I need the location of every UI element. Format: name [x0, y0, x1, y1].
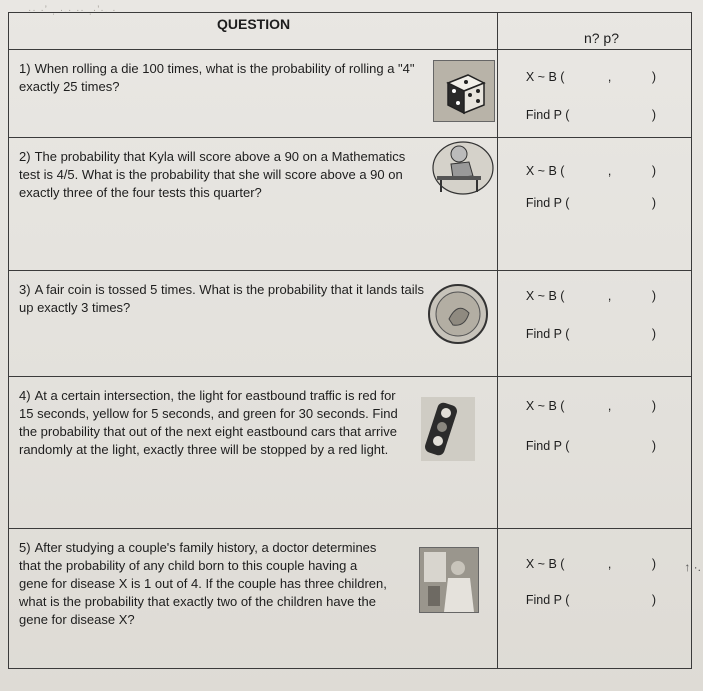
student-icon — [429, 140, 495, 196]
question-3-cell — [9, 271, 498, 377]
binomial-1: X ~ B ( , ) — [525, 70, 657, 84]
find-p-5: Find P ( ) — [525, 593, 657, 607]
worksheet-table — [8, 12, 692, 669]
question-5-cell — [9, 529, 498, 669]
question-1-cell — [9, 50, 498, 138]
question-2-cell — [9, 138, 498, 271]
np-header: n? p? — [497, 13, 691, 50]
doctor-photo-icon — [419, 547, 479, 613]
coin-icon — [427, 283, 489, 345]
question-5-text: 5) After studying a couple's family history, a doctor determines that the probability of any child born to this couple having a gene for disease X is 1 out of 4. If the couple has three children, what is the probability that exactly two of the children have the gene for disease X? — [19, 540, 387, 627]
answer-2-cell — [497, 138, 691, 271]
question-2-text: 2) The probability that Kyla will score above a 90 on a Mathematics test is 4/5. What is the probability that she will score above a 90 on exactly three of the four tests this quarter? — [19, 149, 406, 200]
find-p-3: Find P ( ) — [525, 327, 657, 341]
question-1-text: 1) When rolling a die 100 times, what is the probability of rolling a "4" exactly 25 times? — [19, 61, 415, 94]
binomial-2: X ~ B ( , ) — [525, 164, 657, 178]
find-p-1: Find P ( ) — [525, 108, 657, 122]
find-p-4: Find P ( ) — [525, 439, 657, 453]
margin-mark: ↑ ·. — [684, 560, 701, 574]
question-header: QUESTION — [9, 13, 498, 50]
question-4-text: 4) At a certain intersection, the light for eastbound traffic is red for 15 seconds, yellow for 5 seconds, and green for 30 seconds. Find the probability that out of the next eight eastbound cars that arrive randomly at the light, exactly three will be stopped by a red light. — [19, 388, 398, 457]
faded-scribble: ·· ·ʼ ˌ ·.· ·· ˌ·ʼ·. · — [28, 5, 117, 16]
question-3-text: 3) A fair coin is tossed 5 times. What is the probability that it lands tails up exactly 3 times? — [19, 282, 425, 315]
binomial-3: X ~ B ( , ) — [525, 289, 657, 303]
answer-5-cell — [497, 529, 691, 669]
traffic-light-icon — [421, 397, 475, 461]
binomial-5: X ~ B ( , ) — [525, 557, 657, 571]
find-p-2: Find P ( ) — [525, 196, 657, 210]
answer-1-cell — [497, 50, 691, 138]
die-icon — [433, 60, 495, 122]
answer-3-cell — [497, 271, 691, 377]
binomial-4: X ~ B ( , ) — [525, 399, 657, 413]
question-4-cell — [9, 377, 498, 529]
answer-4-cell — [497, 377, 691, 529]
